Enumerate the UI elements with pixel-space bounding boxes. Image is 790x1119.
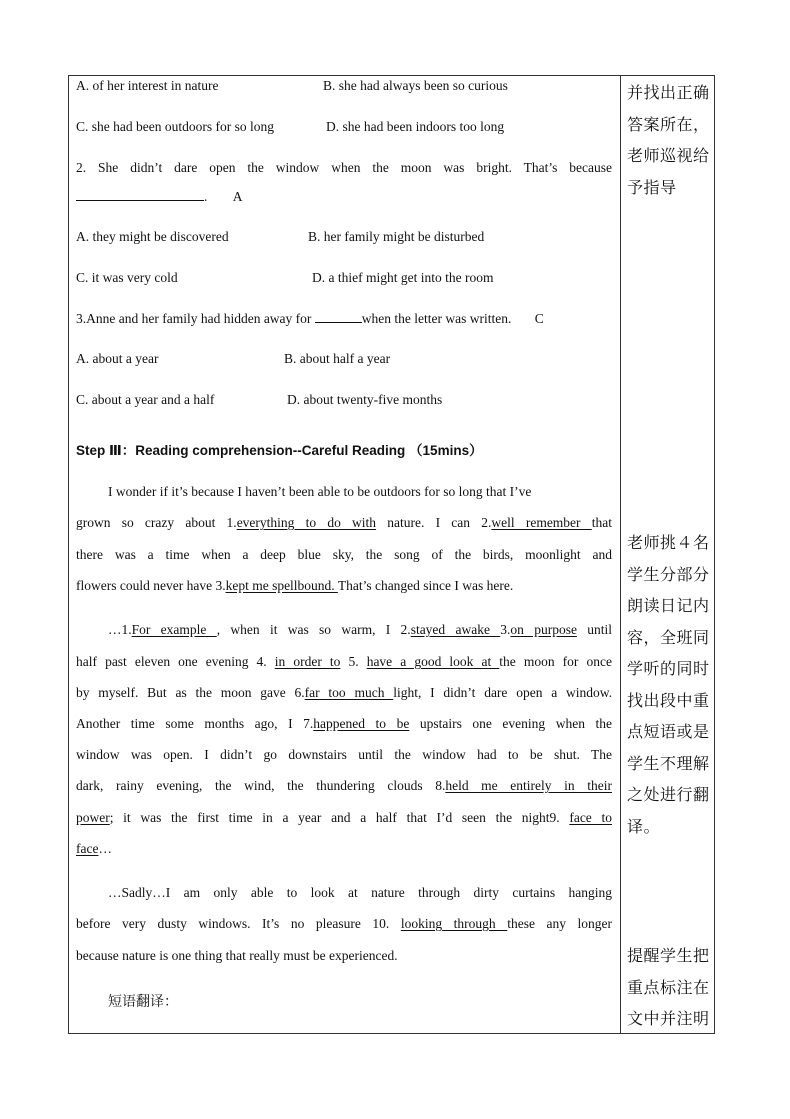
q1-option-c: C. she had been outdoors for so long — [76, 119, 274, 134]
phrase-translation-label: 短语翻译： — [108, 994, 178, 1010]
phrase-underline: everything to do with — [236, 515, 377, 530]
phrase-underline: For example — [131, 622, 217, 637]
phrase-underline: well remember — [491, 515, 592, 530]
side-note-line: 予指导 — [627, 177, 677, 197]
side-note-line: 学生分部分 — [627, 564, 710, 584]
q1-option-a: A. of her interest in nature — [76, 78, 219, 93]
side-note-line: 提醒学生把 — [627, 946, 710, 965]
side-note-line: 答案所在， — [627, 114, 710, 134]
p3-line2: before very dusty windows. It’s no pleasure 10. looking through these any longer — [76, 916, 613, 931]
phrase-underline: on purpose — [510, 622, 577, 637]
p2-line7: power; it was the first time in a year and a half that I’d seen the night9. face to — [76, 810, 612, 825]
q2-answer: A — [232, 189, 243, 204]
q3-stem-after: when the letter was written. — [361, 311, 512, 326]
phrase-underline: happened to be — [313, 716, 410, 731]
phrase-underline: power — [76, 810, 110, 825]
side-note-line: 点短语或是 — [627, 722, 710, 741]
q3-option-c: C. about a year and a half — [76, 392, 215, 407]
phrase-underline: face — [76, 841, 99, 856]
phrase-underline: face to — [569, 810, 612, 825]
side-note-line: 译。 — [627, 816, 661, 836]
phrase-underline: held me entirely in their — [445, 778, 612, 793]
side-note-line: 老师巡视给 — [627, 146, 710, 165]
phrase-underline: have a good look at — [366, 654, 500, 669]
p2-line6: dark, rainy evening, the wind, the thundering clouds 8.held me entirely in their — [76, 778, 612, 793]
answer-blank — [315, 310, 362, 323]
p1-line3: there was a time when a deep blue sky, the song of the birds, moonlight and — [76, 547, 612, 562]
phrase-underline: looking through — [400, 916, 508, 931]
phrase-underline: far too much — [304, 685, 394, 700]
q1-option-b: B. she had always been so curious — [323, 78, 508, 93]
q2-option-d: D. a thief might get into the room — [312, 270, 494, 285]
column-divider — [620, 75, 621, 1034]
side-note-line: 学听的同时 — [627, 659, 710, 678]
step-heading: Step Ⅲ：Reading comprehension--Careful Reading （15mins） — [76, 443, 483, 458]
q2-option-c: C. it was very cold — [76, 270, 178, 285]
p2-line8: face… — [76, 841, 112, 856]
side-note-line: 容，全班同 — [627, 627, 710, 647]
p3-line1: …Sadly…I am only able to look at nature through dirty curtains hanging — [108, 885, 612, 900]
q3-option-d: D. about twenty-five months — [287, 392, 443, 407]
p2-line4: Another time some months ago, I 7.happened to be upstairs one evening when the — [76, 716, 612, 731]
p3-line3: because nature is one thing that really must be experienced. — [76, 948, 398, 963]
p2-line5: window was open. I didn’t go downstairs until the window had to be shut. The — [76, 747, 612, 762]
side-note-1 — [627, 77, 711, 203]
side-note-line: 之处进行翻 — [627, 785, 710, 804]
side-note-line: 找出段中重 — [627, 690, 710, 710]
side-note-line: 朗读日记内 — [627, 596, 710, 615]
q2-option-b: B. her family might be disturbed — [308, 229, 485, 244]
side-note-line: 学生不理解 — [627, 753, 710, 773]
q3-option-b: B. about half a year — [284, 351, 391, 366]
p2-line1: …1.For example , when it was so warm, I 2.stayed awake 3.on purpose until — [108, 622, 612, 637]
side-note-line: 重点标注在 — [627, 977, 710, 997]
q2-stem: 2. She didn’t dare open the window when the moon was bright. That’s because — [76, 160, 612, 175]
q3-stem-before: 3.Anne and her family had hidden away for — [76, 311, 312, 326]
side-note-2 — [627, 527, 711, 842]
side-note-line: 老师挑４名 — [627, 533, 710, 552]
q1-option-d: D. she had been indoors too long — [326, 119, 505, 134]
q2-option-a: A. they might be discovered — [76, 229, 229, 244]
phrase-underline: kept me spellbound. — [225, 578, 338, 593]
phrase-underline: in order to — [274, 654, 341, 669]
p1-line2: grown so crazy about 1.everything to do with nature. I can 2.well remember that — [76, 515, 613, 530]
q3-option-a: A. about a year — [76, 351, 159, 366]
q3-answer: C — [534, 311, 544, 326]
side-note-line: 文中并注明 — [627, 1009, 710, 1028]
p2-line3: by myself. But as the moon gave 6.far too much light, I didn’t dare open a window. — [76, 685, 612, 700]
p1-line1: I wonder if it’s because I haven’t been able to be outdoors for so long that I’ve — [108, 484, 532, 499]
side-note-3 — [627, 940, 711, 1035]
phrase-underline: stayed awake — [410, 622, 501, 637]
p2-line2: half past eleven one evening 4. in order to 5. have a good look at the moon for once — [76, 654, 612, 669]
p1-line4: flowers could never have 3.kept me spellbound. That’s changed since I was here. — [76, 578, 514, 593]
q3-stem — [76, 310, 544, 327]
side-note-line: 并找出正确 — [627, 83, 710, 102]
answer-blank — [76, 188, 204, 201]
q2-blank-line: . A — [76, 188, 243, 205]
